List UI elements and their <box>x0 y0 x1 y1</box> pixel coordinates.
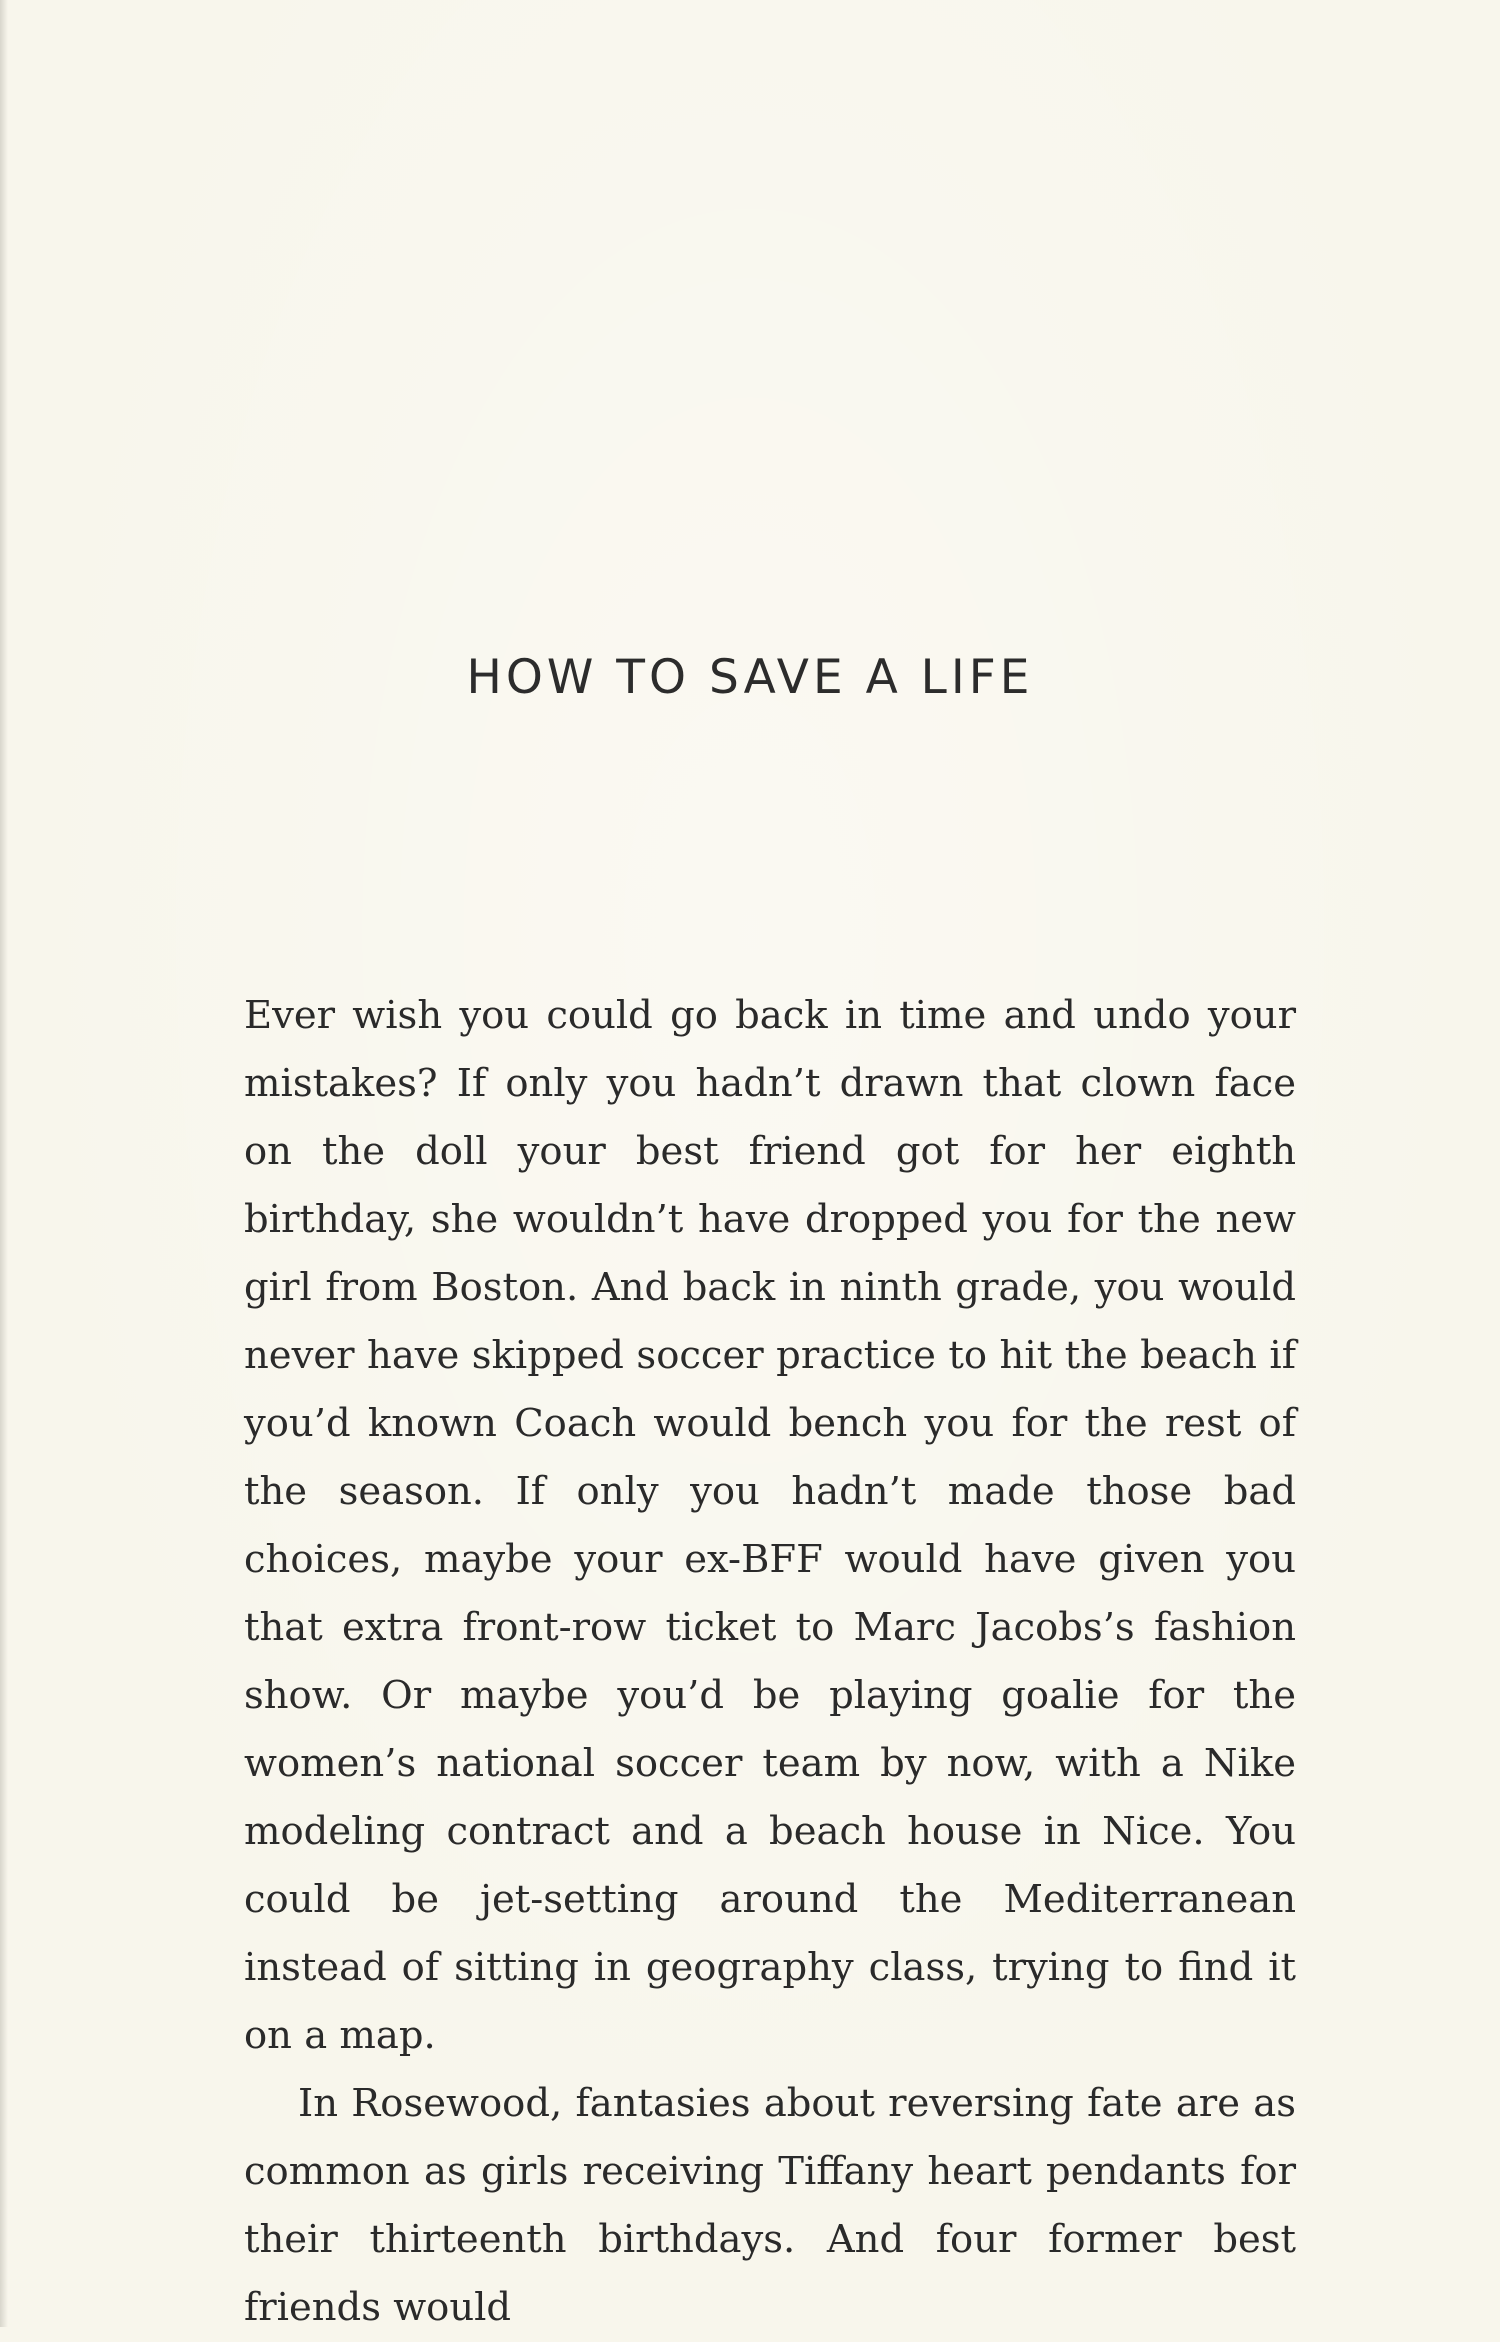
paragraph-2: In Rosewood, fantasies about reversing fate are as common as girls receiving Tiffany heart pendants for their thirteenth birthdays. And four former best friends would <box>244 2081 1296 2330</box>
scan-edge-shadow <box>0 0 8 2327</box>
body-text <box>244 982 1296 2342</box>
paragraph-1: Ever wish you could go back in time and undo your mistakes? If only you hadn’t drawn that clown face on the doll your best friend got for her eighth birthday, she wouldn’t have dropped you for the new girl from Boston. And back in ninth grade, you would never have skipped soccer practice to hit the beach if you’d known Coach would bench you for the rest of the season. If only you hadn’t made those bad choices, maybe your ex-BFF would have given you that extra front-row ticket to Marc Jacobs’s fashion show. Or maybe you’d be playing goalie for the women’s national soccer team by now, with a Nike modeling contract and a beach house in Nice. You could be jet-setting around the Mediterranean instead of sitting in geography class, trying to find it on a map. <box>244 993 1296 2058</box>
chapter-title: HOW TO SAVE A LIFE <box>466 650 1034 705</box>
